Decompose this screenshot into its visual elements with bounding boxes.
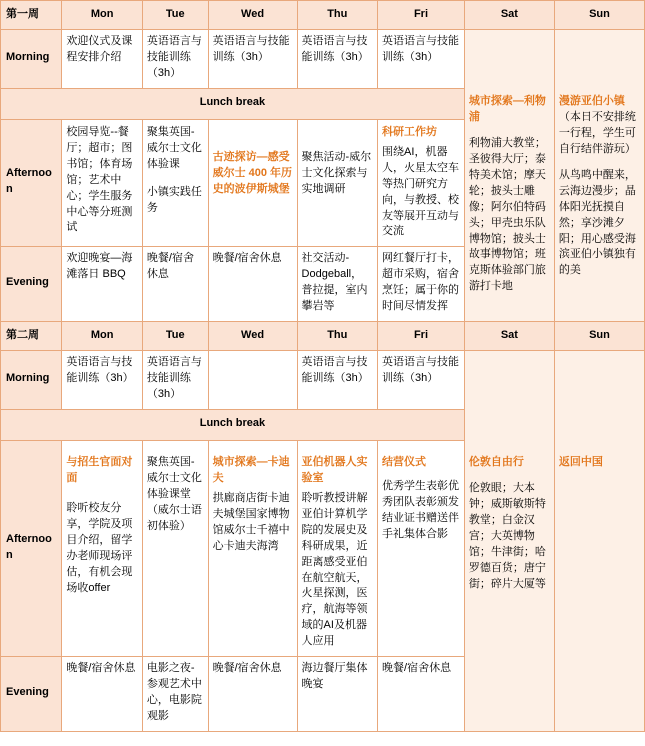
- w1-lunch-break: Lunch break: [1, 88, 465, 119]
- w2-mon-afternoon-title: 与招生官面对面: [66, 455, 133, 484]
- col2-header-fri: Fri: [378, 322, 465, 351]
- w2-tue-afternoon: 聚焦英国-威尔士文化体验课堂（威尔士语初体验）: [142, 440, 208, 656]
- row-label-evening: Evening: [1, 247, 62, 322]
- w2-wed-afternoon-body: 拱廊商店街卡迪夫城堡国家博物馆威尔士千禧中心卡迪夫海湾: [212, 491, 290, 552]
- week1-header-row: [1, 1, 645, 30]
- col2-header-sun: Sun: [554, 322, 644, 351]
- w1-fri-afternoon-body: 围绕AI，机器人，火星太空车等热门研究方向，与教授、校友等展开互动与交流: [382, 145, 460, 238]
- w2-thu-evening: 海边餐厅集体晚宴: [297, 657, 378, 732]
- w1-mon-evening: 欢迎晚宴—海滩落日 BBQ: [62, 247, 143, 322]
- w1-fri-morning: 英语语言与技能训练（3h）: [378, 30, 465, 89]
- w1-sat-body: 利物浦大教堂；圣彼得大厅；泰特美术馆；摩天轮；披头士雕像；阿尔伯特码头；甲壳虫乐队博物馆；披头士故事博物馆；班克斯体验部门旅游打卡地: [468, 136, 546, 293]
- week2-morning-row: [1, 351, 645, 410]
- w2-fri-afternoon-body: 优秀学生表彰优秀团队表彰颁发结业证书赠送伴手礼集体合影: [382, 479, 460, 540]
- w1-tue-afternoon-a: 聚集英国-威尔士文化体验课: [146, 125, 202, 170]
- row2-label-afternoon: Afternoon: [1, 440, 62, 656]
- w2-thu-morning: 英语语言与技能训练（3h）: [297, 351, 378, 410]
- week1-morning-row: [1, 30, 645, 89]
- w1-wed-morning: 英语语言与技能训练（3h）: [208, 30, 297, 89]
- w1-sat-title: 城市探索—利物浦: [468, 95, 546, 123]
- w1-tue-afternoon: [142, 119, 208, 247]
- col2-header-mon: Mon: [62, 322, 143, 351]
- w2-sat-body: 伦敦眼；大本钟；威斯敏斯特教堂；白金汉宫；大英博物馆；牛津街；哈罗德百货；唐宁街；碎片大厦等: [468, 482, 546, 590]
- w2-mon-afternoon-body: 聆听校友分享，学院及项目介绍，留学办老师现场评估，有机会现场收offer: [66, 501, 133, 594]
- col2-header-thu: Thu: [297, 322, 378, 351]
- w1-sun-cell: [554, 30, 644, 322]
- w2-tue-morning: 英语语言与技能训练（3h）: [142, 351, 208, 410]
- w2-sun-title: 返回中国: [558, 456, 603, 469]
- row2-label-morning: Morning: [1, 351, 62, 410]
- col-header-tue: Tue: [142, 1, 208, 30]
- row-label-morning: Morning: [1, 30, 62, 89]
- w2-wed-morning: [208, 351, 297, 410]
- w2-fri-evening: 晚餐/宿舍休息: [378, 657, 465, 732]
- w2-tue-evening: 电影之夜-参观艺术中心，电影院观影: [142, 657, 208, 732]
- row-label-afternoon: Afternoon: [1, 119, 62, 247]
- col-header-thu: Thu: [297, 1, 378, 30]
- w1-fri-afternoon-title: 科研工作坊: [382, 125, 438, 138]
- w2-mon-morning: 英语语言与技能训练（3h）: [62, 351, 143, 410]
- w1-tue-morning: 英语语言与技能训练（3h）: [142, 30, 208, 89]
- w2-fri-afternoon: [378, 440, 465, 656]
- w1-fri-evening: 网红餐厅打卡，超市采购，宿舍烹饪；属于你的时间尽情发挥: [378, 247, 465, 322]
- w2-mon-evening: 晚餐/宿舍休息: [62, 657, 143, 732]
- week2-label: 第二周: [1, 322, 62, 351]
- w1-sun-note: （本日不安排统一行程，学生可自行结伴游玩）: [558, 110, 636, 155]
- col2-header-wed: Wed: [208, 322, 297, 351]
- w2-wed-afternoon-title: 城市探索—卡迪夫: [212, 455, 290, 484]
- row2-label-evening: Evening: [1, 657, 62, 732]
- week2-header-row: [1, 322, 645, 351]
- col-header-wed: Wed: [208, 1, 297, 30]
- w2-wed-afternoon: [208, 440, 297, 656]
- w2-sat-title: 伦敦自由行: [468, 456, 524, 469]
- w2-thu-afternoon: [297, 440, 378, 656]
- w1-tue-evening: 晚餐/宿舍休息: [142, 247, 208, 322]
- week1-label: 第一周: [1, 1, 62, 30]
- w1-thu-morning: 英语语言与技能训练（3h）: [297, 30, 378, 89]
- w1-mon-afternoon: 校园导览--餐厅；超市；图书馆；体育场馆；艺术中心；学生服务中心等分班测试: [62, 119, 143, 247]
- col-header-sun: Sun: [554, 1, 644, 30]
- w1-wed-evening: 晚餐/宿舍休息: [208, 247, 297, 322]
- col2-header-tue: Tue: [142, 322, 208, 351]
- w2-lunch-break: Lunch break: [1, 409, 465, 440]
- w2-thu-afternoon-body: 聆听教授讲解亚伯计算机学院的发展史及科研成果，近距离感受亚伯在航空航天，火星探测，医疗，航海等领域的AI及机器人应用: [301, 491, 368, 648]
- w1-fri-afternoon: [378, 119, 465, 247]
- col-header-mon: Mon: [62, 1, 143, 30]
- w2-sun-cell: [554, 351, 644, 732]
- col2-header-sat: Sat: [464, 322, 554, 351]
- w2-wed-evening: 晚餐/宿舍休息: [208, 657, 297, 732]
- w1-sun-body: 从鸟鸣中醒来，云海边漫步；晶体阳光抚摸自然；享沙滩夕阳；用心感受海滨亚伯小镇独有的美: [558, 168, 636, 277]
- w2-sat-cell: [464, 351, 554, 732]
- w2-fri-afternoon-title: 结营仪式: [382, 455, 427, 468]
- w2-thu-afternoon-title: 亚伯机器人实验室: [301, 455, 368, 484]
- w1-tue-afternoon-b: 小镇实践任务: [146, 185, 202, 214]
- w2-mon-afternoon: [62, 440, 143, 656]
- w1-thu-evening: 社交活动-Dodgeball，普拉提，室内攀岩等: [297, 247, 378, 322]
- w1-mon-morning: 欢迎仪式及课程安排介绍: [62, 30, 143, 89]
- col-header-sat: Sat: [464, 1, 554, 30]
- w1-sat-cell: [464, 30, 554, 322]
- w1-sun-title: 漫游亚伯小镇: [558, 95, 625, 107]
- w1-thu-afternoon: 聚焦活动-威尔士文化探索与实地调研: [297, 119, 378, 247]
- w1-wed-afternoon: 古迹探访—感受威尔士 400 年历史的波伊斯城堡: [208, 119, 297, 247]
- w2-fri-morning: 英语语言与技能训练（3h）: [378, 351, 465, 410]
- col-header-fri: Fri: [378, 1, 465, 30]
